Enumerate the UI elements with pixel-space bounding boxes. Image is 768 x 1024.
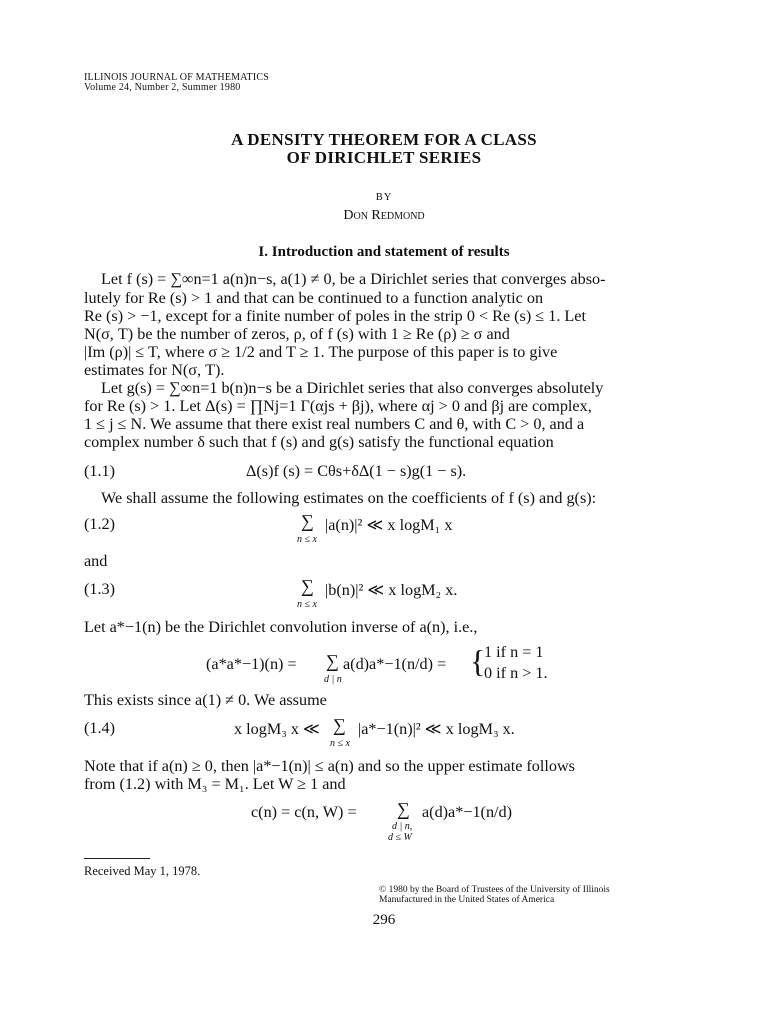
journal-name: ILLINOIS JOURNAL OF MATHEMATICS — [84, 72, 269, 83]
page-number: 296 — [372, 912, 396, 928]
para6-line: Note that if a(n) ≥ 0, then |a*−1(n)| ≤ a(n) and so the upper estimate follows — [84, 757, 575, 775]
by-label: BY — [375, 192, 393, 203]
author-name: Don Redmond — [343, 208, 425, 223]
conv-lhs: (a*a*−1)(n) = — [206, 655, 297, 673]
para5: This exists since a(1) ≠ 0. We assume — [84, 691, 327, 709]
para2-line: 1 ≤ j ≤ N. We assume that there exist real numbers C and θ, with C > 0, and a — [84, 415, 585, 433]
equation-number: (1.2) — [84, 515, 116, 533]
sum-symbol: ∑ — [301, 576, 314, 596]
para2-line: complex number δ such that f (s) and g(s) satisfy the functional equation — [84, 433, 554, 451]
brace: { — [470, 643, 486, 679]
sum-symbol: ∑ — [301, 511, 314, 531]
sum-subscript: d | n — [324, 674, 342, 685]
para1-line: lutely for Re (s) > 1 and that can be continued to a function analytic on — [84, 289, 544, 307]
sum-symbol: ∑ — [333, 715, 346, 735]
footnote-rule — [84, 858, 150, 859]
equation-number: (1.4) — [84, 719, 116, 737]
sum-symbol: ∑ — [397, 799, 410, 819]
paper-title-line1: A DENSITY THEOREM FOR A CLASS — [231, 130, 537, 149]
equation-1-1: Δ(s)f (s) = Cθs+δΔ(1 − s)g(1 − s). — [246, 462, 467, 480]
section-heading: I. Introduction and statement of results — [258, 244, 510, 260]
equation-number: (1.3) — [84, 580, 116, 598]
copyright-line1: © 1980 by the Board of Trustees of the University of Illinois — [379, 885, 610, 895]
paper-title-line2: OF DIRICHLET SERIES — [286, 148, 482, 167]
copyright-line2: Manufactured in the United States of America — [379, 895, 555, 905]
case-1: 1 if n = 1 — [484, 643, 544, 661]
sum-subscript: n ≤ x — [297, 599, 317, 610]
para1-line: estimates for N(σ, T). — [84, 361, 225, 379]
and-word: and — [84, 552, 108, 570]
para6-line: from (1.2) with M₃ = M₁. Let W ≥ 1 and — [84, 775, 346, 793]
case-2: 0 if n > 1. — [484, 664, 548, 682]
sum-subscript: d | n, — [392, 821, 413, 832]
cn-lhs: c(n) = c(n, W) = — [251, 803, 357, 821]
received-date: Received May 1, 1978. — [84, 864, 201, 878]
sum-subscript: d ≤ W — [388, 832, 412, 843]
cn-rhs: a(d)a*−1(n/d) — [422, 803, 513, 821]
sum-subscript: n ≤ x — [297, 534, 317, 545]
para1-line: |Im (ρ)| ≤ T, where σ ≥ 1/2 and T ≥ 1. The purpose of this paper is to give — [84, 343, 558, 361]
equation-1-4-right: |a*−1(n)|² ≪ x logM₃ x. — [358, 720, 515, 738]
para2-line: Let g(s) = ∑∞n=1 b(n)n−s be a Dirichlet series that also converges absolutely — [101, 379, 604, 397]
sum-symbol: ∑ — [326, 651, 339, 671]
para3: We shall assume the following estimates on the coefficients of f (s) and g(s): — [101, 489, 597, 507]
equation-1-4-left: x logM₃ x ≪ — [234, 720, 320, 738]
equation-1-3: |b(n)|² ≪ x logM₂ x. — [325, 581, 458, 599]
para2-line: for Re (s) > 1. Let Δ(s) = ∏Nj=1 Γ(αjs + βj), where αj > 0 and βj are complex, — [84, 397, 592, 415]
para4: Let a*−1(n) be the Dirichlet convolution inverse of a(n), i.e., — [84, 618, 478, 636]
conv-mid: a(d)a*−1(n/d) = — [343, 655, 447, 673]
para1-line: Re (s) > −1, except for a finite number of poles in the strip 0 < Re (s) ≤ 1. Let — [84, 307, 586, 325]
equation-1-2: |a(n)|² ≪ x logM₁ x — [325, 516, 453, 534]
journal-volume: Volume 24, Number 2, Summer 1980 — [84, 82, 241, 93]
equation-number: (1.1) — [84, 462, 116, 480]
sum-subscript: n ≤ x — [330, 738, 350, 749]
para1-line: Let f (s) = ∑∞n=1 a(n)n−s, a(1) ≠ 0, be a Dirichlet series that converges abso- — [101, 270, 606, 288]
para1-line: N(σ, T) be the number of zeros, ρ, of f (s) with 1 ≥ Re (ρ) ≥ σ and — [84, 325, 510, 343]
